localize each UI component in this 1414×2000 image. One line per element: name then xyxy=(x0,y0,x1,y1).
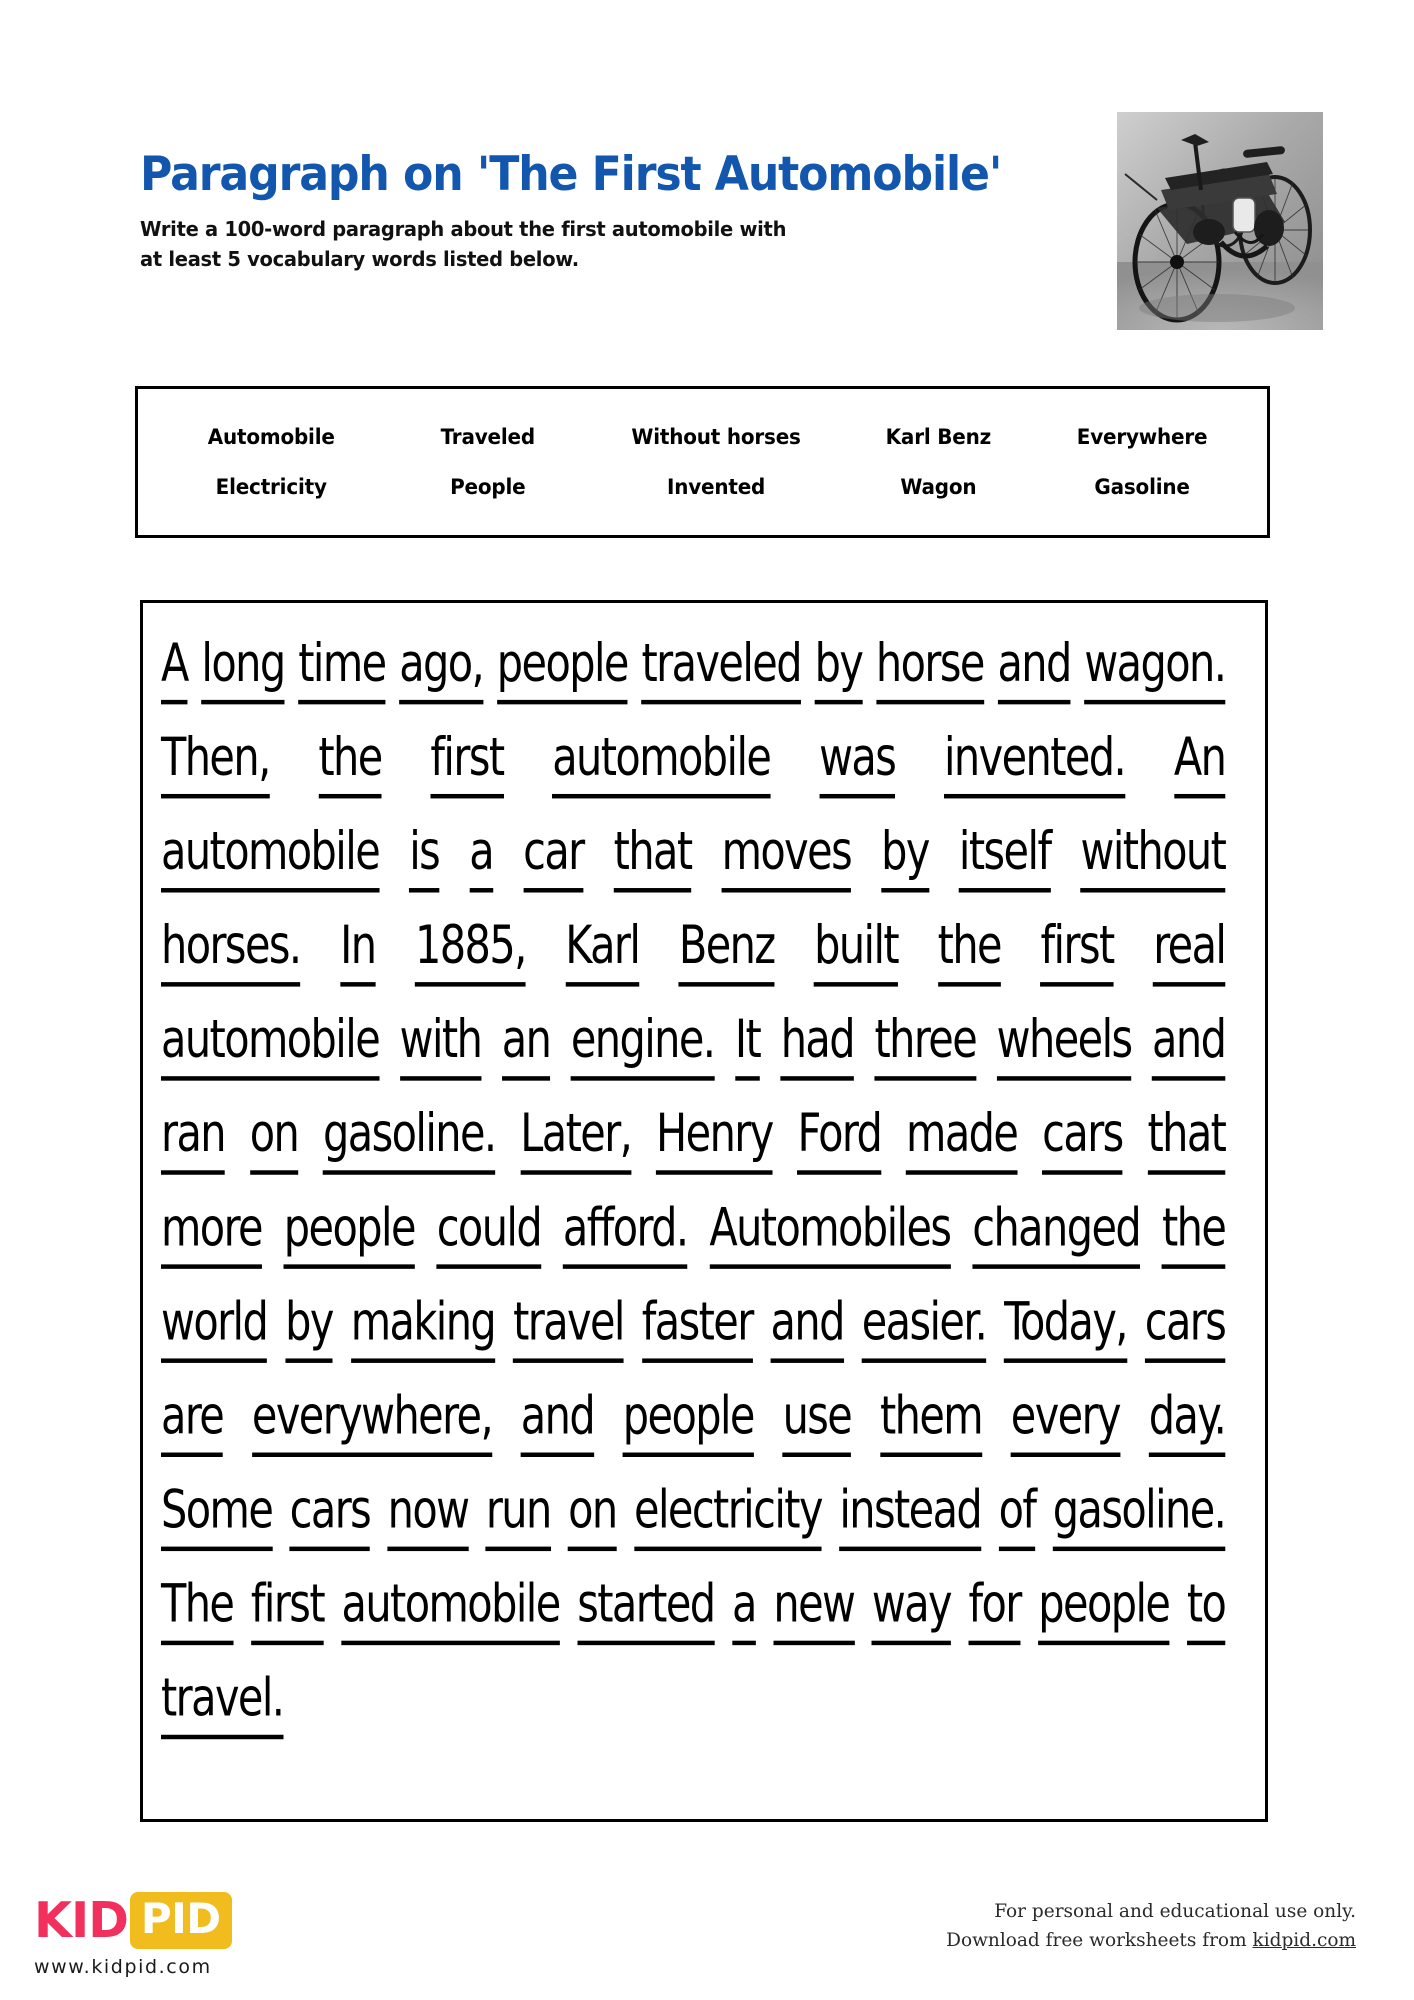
answer-word: every xyxy=(1011,1385,1120,1457)
answer-word: horses. xyxy=(161,915,301,987)
vocab-word: Invented xyxy=(666,475,766,499)
first-automobile-photo xyxy=(1117,112,1323,330)
answer-word: and xyxy=(771,1291,844,1363)
answer-word: had xyxy=(781,1009,854,1081)
answer-word: automobile xyxy=(161,821,379,893)
answer-word: built xyxy=(814,915,898,987)
answer-word: on xyxy=(250,1103,298,1175)
answer-word: people xyxy=(1038,1573,1169,1645)
vocab-word: Gasoline xyxy=(1094,475,1190,499)
answer-word: people xyxy=(623,1385,754,1457)
vocabulary-word-bank xyxy=(135,386,1270,538)
answer-word: of xyxy=(999,1479,1036,1551)
answer-word: time xyxy=(298,633,385,705)
answer-word: cars xyxy=(1145,1291,1226,1363)
answer-word: that xyxy=(1147,1103,1225,1175)
answer-word: Karl xyxy=(565,915,639,987)
logo-mark xyxy=(34,1892,364,1948)
answer-word: by xyxy=(881,821,929,893)
answer-word: ago, xyxy=(399,633,483,705)
vocabulary-row xyxy=(138,475,1267,499)
answer-word: cars xyxy=(290,1479,371,1551)
footer-notice-line-1: For personal and educational use only. xyxy=(994,1901,1356,1922)
vocab-word: Karl Benz xyxy=(885,425,992,449)
answer-word: are xyxy=(161,1385,223,1457)
answer-word: invented. xyxy=(944,727,1125,799)
answer-word: a xyxy=(469,821,493,893)
answer-word: automobile xyxy=(342,1573,560,1645)
answer-word: automobile xyxy=(161,1009,379,1081)
answer-word: engine. xyxy=(571,1009,715,1081)
answer-word: that xyxy=(614,821,692,893)
paragraph-answer-box[interactable] xyxy=(140,600,1268,1822)
logo-pid-badge: PID xyxy=(130,1892,232,1949)
answer-word: more xyxy=(161,1197,262,1269)
answer-word: An xyxy=(1174,727,1225,799)
answer-word: made xyxy=(906,1103,1017,1175)
answer-word: gasoline. xyxy=(1053,1479,1225,1551)
answer-word: world xyxy=(161,1291,267,1363)
logo-kid-text: KID xyxy=(34,1891,128,1949)
answer-word: Today, xyxy=(1004,1291,1127,1363)
answer-word: wagon. xyxy=(1084,633,1225,705)
answer-word: travel. xyxy=(161,1668,283,1740)
answer-word: first xyxy=(430,727,503,799)
answer-word: 1885, xyxy=(415,915,526,987)
worksheet-header xyxy=(140,147,1100,275)
vocab-word: Electricity xyxy=(215,475,327,499)
answer-word: three xyxy=(874,1009,976,1081)
answer-word: started xyxy=(577,1573,714,1645)
instructions-line-2: at least 5 vocabulary words listed below. xyxy=(140,247,579,272)
answer-word: easier. xyxy=(862,1291,986,1363)
answer-word: use xyxy=(783,1385,852,1457)
kidpid-link[interactable]: kidpid.com xyxy=(1252,1929,1356,1951)
answer-word: ran xyxy=(161,1103,225,1175)
answer-word: The xyxy=(161,1573,233,1645)
answer-word: afford. xyxy=(563,1197,688,1269)
answer-word: In xyxy=(340,915,375,987)
answer-word: Ford xyxy=(797,1103,881,1175)
answer-word: long xyxy=(201,633,284,705)
answer-word: instead xyxy=(839,1479,981,1551)
answer-word: car xyxy=(523,821,583,893)
answer-word: on xyxy=(568,1479,616,1551)
answer-word: run xyxy=(486,1479,551,1551)
answer-word: itself xyxy=(959,821,1051,893)
answer-word: Benz xyxy=(679,915,775,987)
answer-word: A xyxy=(161,633,188,705)
answer-word: Automobiles xyxy=(709,1197,950,1269)
answer-word: is xyxy=(409,821,439,893)
answer-word: horse xyxy=(876,633,984,705)
answer-word: traveled xyxy=(641,633,800,705)
vocab-word: Everywhere xyxy=(1076,425,1208,449)
answer-word: wheels xyxy=(997,1009,1132,1081)
answer-word: an xyxy=(502,1009,551,1081)
vocab-word: Traveled xyxy=(441,425,536,449)
answer-word: by xyxy=(815,633,863,705)
vocab-word: Without horses xyxy=(631,425,801,449)
answer-word: faster xyxy=(642,1291,753,1363)
answer-word: changed xyxy=(972,1197,1140,1269)
answer-word: cars xyxy=(1042,1103,1123,1175)
answer-word: for xyxy=(969,1573,1021,1645)
answer-word: was xyxy=(819,727,895,799)
answer-word: new xyxy=(773,1573,854,1645)
answer-word: could xyxy=(437,1197,541,1269)
vocabulary-row xyxy=(138,425,1267,449)
answer-word: without xyxy=(1081,821,1226,893)
answer-word: electricity xyxy=(634,1479,822,1551)
answer-word: automobile xyxy=(552,727,770,799)
vocab-word: Automobile xyxy=(207,425,335,449)
footer-notice-prefix: Download free worksheets from xyxy=(946,1929,1253,1951)
answer-word: making xyxy=(351,1291,495,1363)
vocab-word: People xyxy=(450,475,526,499)
footer-usage-notice xyxy=(946,1898,1356,1955)
answer-word: the xyxy=(318,727,381,799)
answer-word: people xyxy=(497,633,628,705)
footer-notice-line-2 xyxy=(946,1927,1356,1956)
answer-word: now xyxy=(388,1479,469,1551)
answer-word: to xyxy=(1187,1573,1225,1645)
worksheet-instructions xyxy=(140,215,1052,274)
instructions-line-1: Write a 100-word paragraph about the first automobile with xyxy=(140,217,787,242)
vocab-word: Wagon xyxy=(900,475,977,499)
page-title: Paragraph on 'The First Automobile' xyxy=(140,147,1002,202)
answer-word: gasoline. xyxy=(323,1103,495,1175)
answer-word: Henry xyxy=(656,1103,773,1175)
answer-word: first xyxy=(251,1573,324,1645)
answer-word: way xyxy=(872,1573,951,1645)
kidpid-logo[interactable] xyxy=(34,1892,364,1978)
answer-word: It xyxy=(735,1009,760,1081)
answer-word: Later, xyxy=(520,1103,631,1175)
answer-word: a xyxy=(732,1573,756,1645)
answer-word: and xyxy=(997,633,1070,705)
answer-word: by xyxy=(285,1291,333,1363)
answer-word: and xyxy=(1152,1009,1225,1081)
answer-word: the xyxy=(1162,1197,1225,1269)
answer-word: real xyxy=(1153,915,1225,987)
answer-word: Then, xyxy=(161,727,270,799)
answer-word: them xyxy=(880,1385,982,1457)
answer-word: first xyxy=(1041,915,1114,987)
logo-website-url: www.kidpid.com xyxy=(34,1956,212,1978)
answer-word: day. xyxy=(1149,1385,1226,1457)
answer-word: moves xyxy=(722,821,851,893)
answer-word: people xyxy=(284,1197,415,1269)
answer-word: travel xyxy=(513,1291,624,1363)
answer-word: with xyxy=(400,1009,482,1081)
answer-word: and xyxy=(521,1385,594,1457)
answer-word: Some xyxy=(161,1479,272,1551)
answer-word: everywhere, xyxy=(252,1385,492,1457)
paragraph-answer-text xyxy=(161,617,1225,1746)
answer-word: the xyxy=(938,915,1001,987)
motorwagen-illustration xyxy=(1117,112,1323,330)
